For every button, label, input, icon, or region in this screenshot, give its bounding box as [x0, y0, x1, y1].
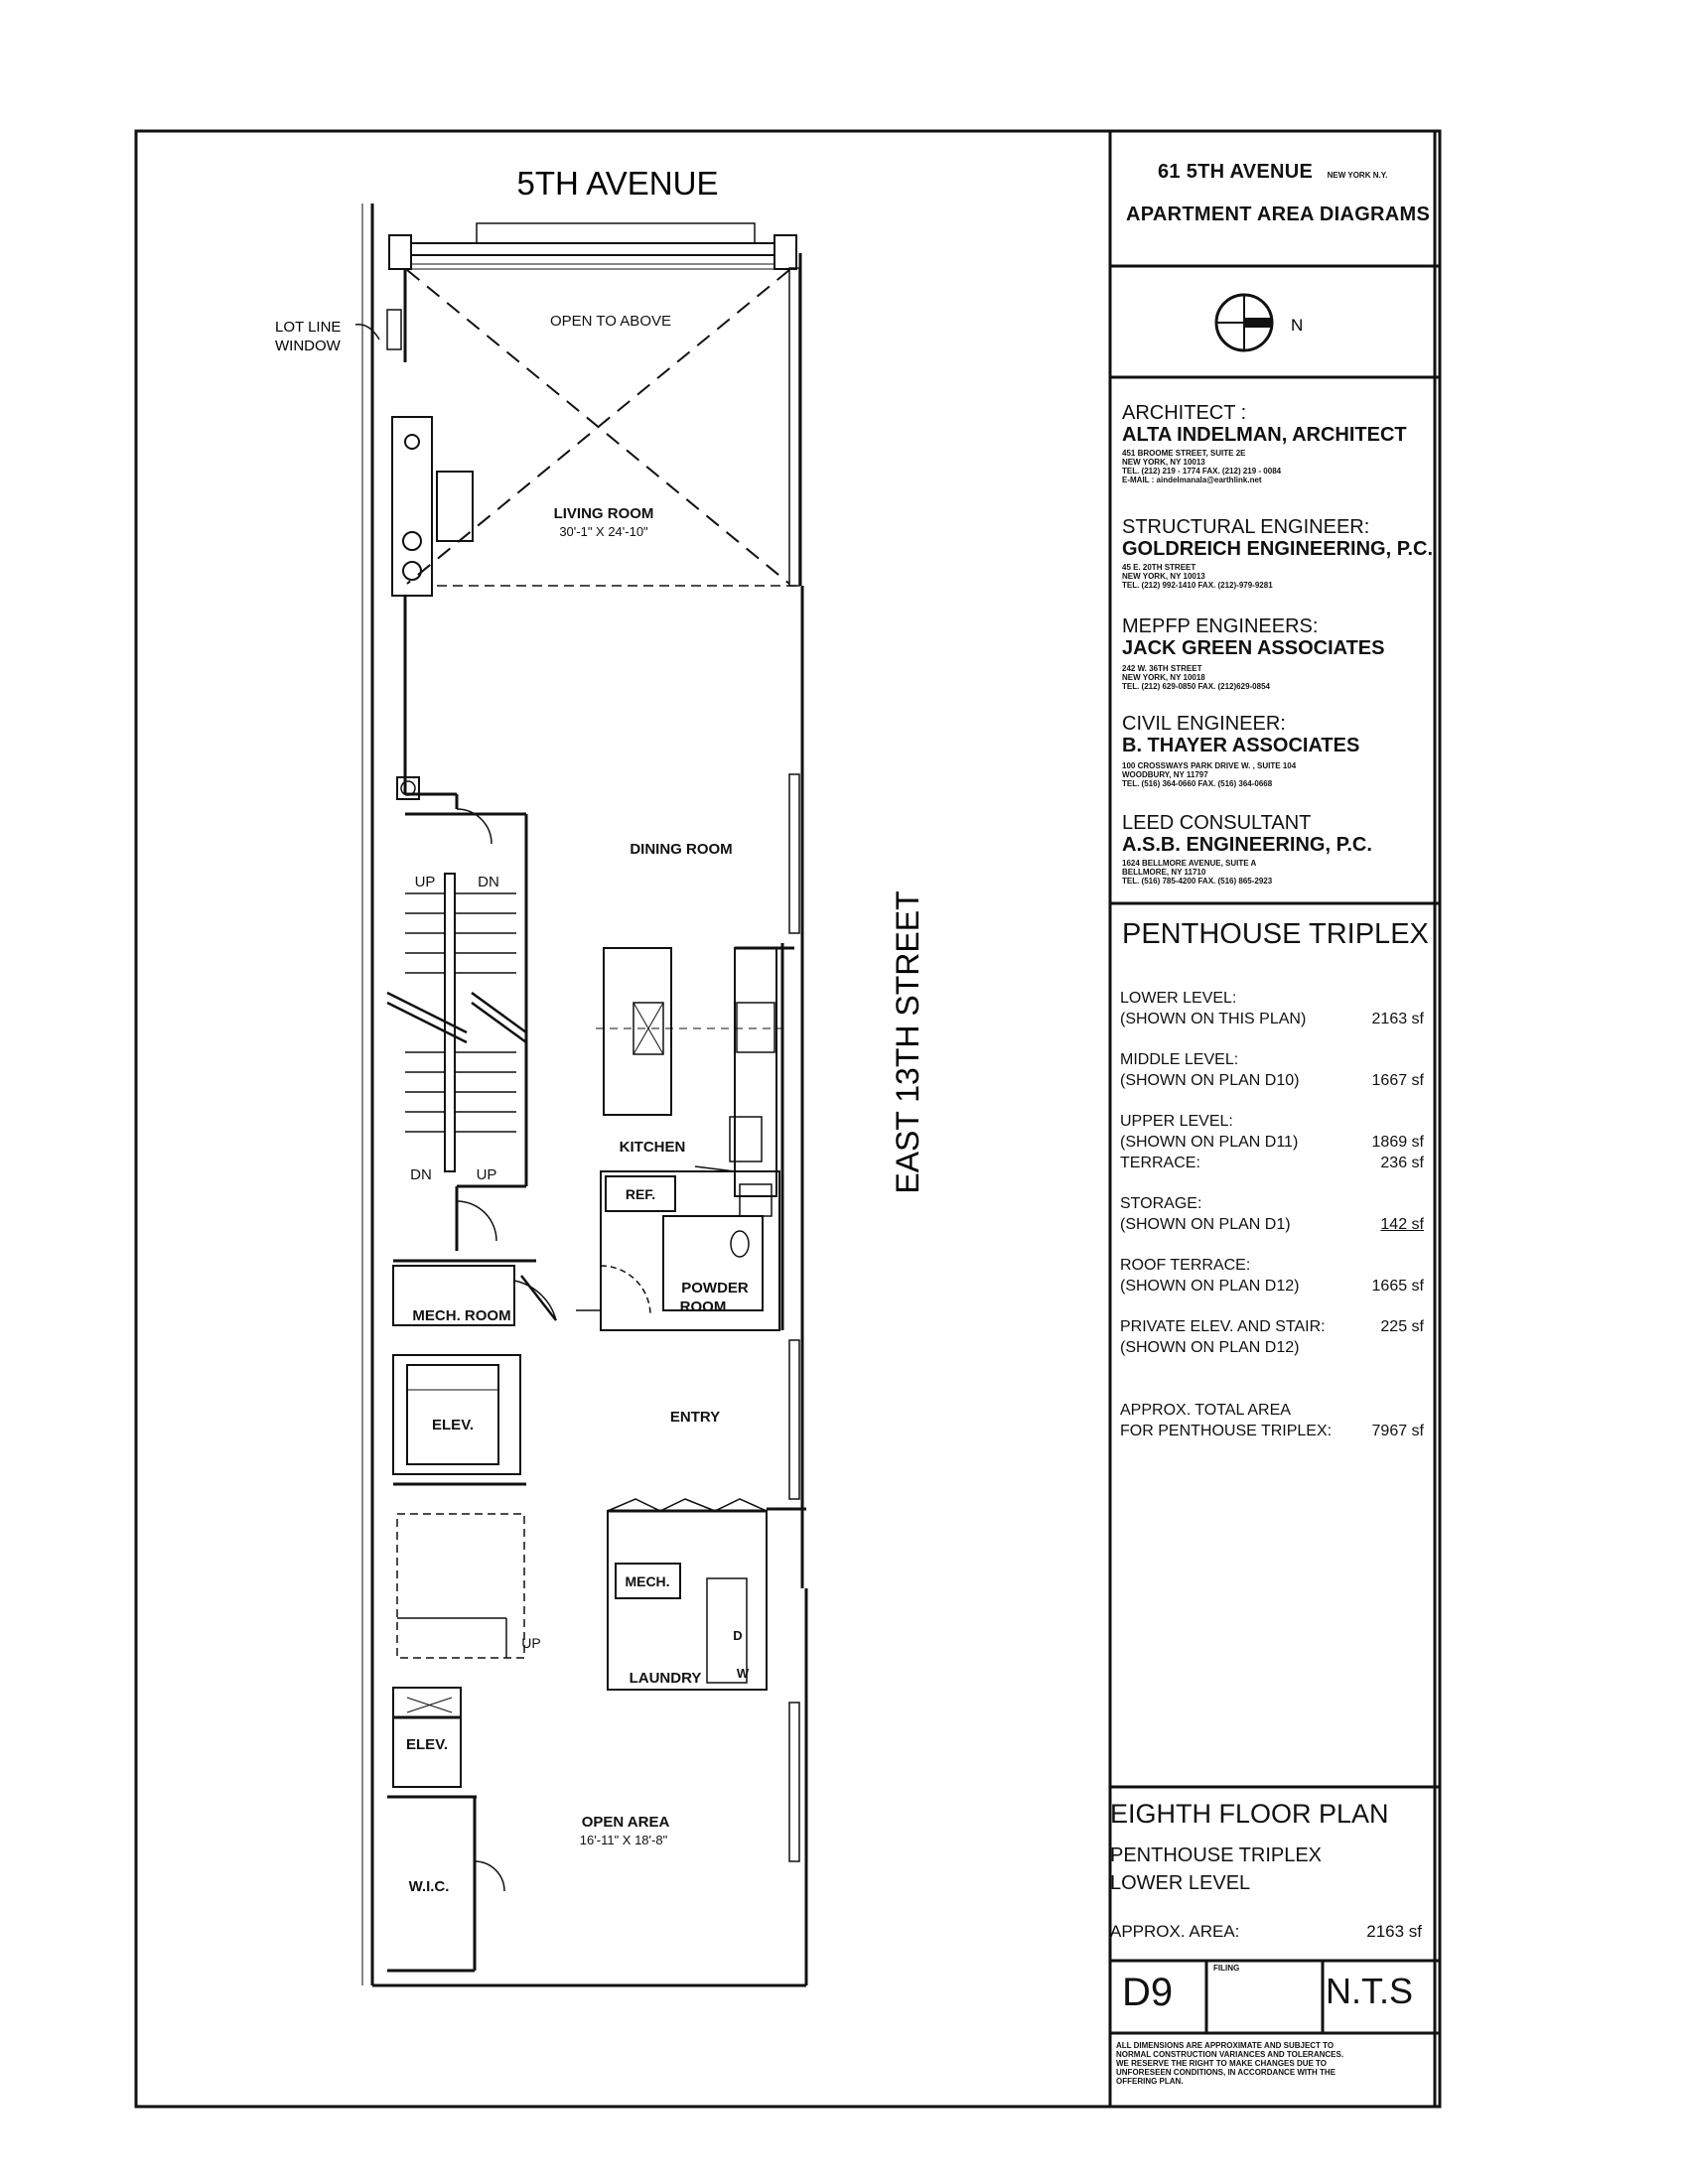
scale-label: N.T.S [1326, 1971, 1414, 2011]
consultant-line: TEL. (212) 629-0850 FAX. (212)629-0854 [1122, 682, 1270, 691]
living-room-dim: 30'-1" X 24'-10" [559, 524, 648, 539]
consultant-line: NEW YORK, NY 10013 [1122, 572, 1205, 581]
north-arrow-icon [1216, 295, 1272, 350]
floor-sub-1: PENTHOUSE TRIPLEX [1110, 1844, 1323, 1866]
consultant-line: NEW YORK, NY 10018 [1122, 673, 1205, 682]
washer-label: W [736, 1666, 750, 1681]
consultant-firm: B. THAYER ASSOCIATES [1122, 735, 1360, 756]
mech-label: MECH. [625, 1573, 670, 1589]
consultant-firm: A.S.B. ENGINEERING, P.C. [1122, 834, 1372, 856]
consultant-role: STRUCTURAL ENGINEER: [1122, 516, 1370, 538]
consultant-line: NEW YORK, NY 10013 [1122, 458, 1205, 467]
consultant-line: TEL. (516) 364-0660 FAX. (516) 364-0668 [1122, 779, 1273, 788]
street-label-side: EAST 13TH STREET [890, 890, 925, 1194]
approx-area-value: 2163 sf [1366, 1922, 1422, 1941]
stair-up-top: UP [414, 874, 436, 890]
area-schedule: PENTHOUSE TRIPLEX LOWER LEVEL: (SHOWN ON THIS PLAN) 2163 sf MIDDLE LEVEL: (SHOWN ON PLAN D10) 1667 sf UPPER LEVEL: (SHOWN ON PLAN D11) TERRACE: 1869 sf 236 sf STORAGE: (SHOWN ON PLAN D1) 142 sf ROOF TERRACE: (SHOWN ON PLAN D12) 1665 sf PRIVATE ELEV. AND STAIR: (SHOWN ON PLAN D12) 225 sf APPROX. TOTAL AREA FOR PENTHOUSE TRIPLEX: 7967 sf [1120, 918, 1429, 1439]
consultant-line: TEL. (212) 992-1410 FAX. (212)-979-9281 [1122, 581, 1273, 590]
consultant-line: 451 BROOME STREET, SUITE 2E [1122, 449, 1246, 458]
consultant-role: MEPFP ENGINEERS: [1122, 615, 1319, 637]
consultant-architect [1110, 402, 1436, 484]
consultant-line: BELLMORE, NY 11710 [1122, 868, 1206, 877]
filing-label: FILING [1213, 1964, 1240, 1973]
open-area-dim: 16'-11" X 18'-8" [579, 1833, 668, 1847]
floor-plan-title [1110, 1799, 1436, 1958]
consultant-structural [1110, 516, 1436, 590]
open-area-label: OPEN AREA [581, 1814, 670, 1831]
street-label-top: 5TH AVENUE [516, 165, 719, 202]
unit-name: PENTHOUSE TRIPLEX [1122, 918, 1429, 950]
open-to-above-label: OPEN TO ABOVE [550, 313, 671, 330]
plan-walls [362, 204, 806, 1985]
project-city: NEW YORK N.Y. [1327, 171, 1388, 180]
consultant-line: E-MAIL : aindelmanala@earthlink.net [1122, 476, 1262, 484]
north-label: N [1291, 316, 1304, 335]
floor-plan-name: EIGHTH FLOOR PLAN [1110, 1799, 1389, 1829]
consultant-line: 100 CROSSWAYS PARK DRIVE W. , SUITE 104 [1122, 761, 1297, 770]
consultant-leed [1110, 812, 1436, 886]
sheet-number: D9 [1122, 1971, 1174, 2014]
stair-treads [387, 893, 526, 1132]
stair-up-bottom: UP [476, 1166, 497, 1183]
consultant-role: CIVIL ENGINEER: [1122, 713, 1286, 735]
consultant-firm: GOLDREICH ENGINEERING, P.C. [1122, 538, 1434, 560]
project-header [1110, 159, 1436, 258]
dryer-label: D [733, 1628, 743, 1643]
consultant-line: WOODBURY, NY 11797 [1122, 770, 1208, 779]
consultant-role: LEED CONSULTANT [1122, 812, 1312, 834]
laundry-label: LAUNDRY [629, 1670, 702, 1687]
lot-line-label: LOT LINE [275, 319, 342, 336]
approx-area-label: APPROX. AREA: [1110, 1922, 1240, 1941]
consultant-firm: JACK GREEN ASSOCIATES [1122, 637, 1385, 659]
disclaimer: ALL DIMENSIONS ARE APPROXIMATE AND SUBJECT TO NORMAL CONSTRUCTION VARIANCES AND TOLERANCES. WE RESERVE THE RIGHT TO MAKE CHANGES DUE TO UNFORESEEN CONDITIONS, IN ACCORDANCE WITH THE OFFERING PLAN. [1116, 2041, 1344, 2086]
wic-label: W.I.C. [408, 1878, 450, 1895]
ref-label: REF. [625, 1186, 656, 1202]
entry-label: ENTRY [669, 1409, 721, 1426]
consultant-line: 242 W. 36TH STREET [1122, 664, 1202, 673]
kitchen-label: KITCHEN [619, 1139, 686, 1156]
consultant-firm: ALTA INDELMAN, ARCHITECT [1122, 424, 1407, 446]
powder-room-label-2: ROOM [679, 1298, 727, 1315]
window-label: WINDOW [275, 338, 341, 354]
consultant-role: ARCHITECT : [1122, 402, 1247, 424]
project-address: 61 5TH AVENUE [1158, 161, 1314, 183]
consultant-line: TEL. (212) 219 - 1774 FAX. (212) 219 - 0084 [1122, 467, 1282, 476]
consultant-civil [1110, 713, 1436, 788]
consultant-line: TEL. (516) 785-4200 FAX. (516) 865-2923 [1122, 877, 1273, 886]
mech-room-label: MECH. ROOM [412, 1307, 511, 1324]
consultant-line: 45 E. 20TH STREET [1122, 563, 1196, 572]
elev-private-label: ELEV. [406, 1736, 448, 1753]
floor-sub-2: LOWER LEVEL [1110, 1872, 1251, 1894]
living-room-label: LIVING ROOM [553, 505, 654, 522]
elev-main-label: ELEV. [432, 1417, 474, 1433]
dining-room-label: DINING ROOM [630, 841, 733, 858]
powder-room-label-1: POWDER [681, 1280, 749, 1297]
sheet-subtitle: APARTMENT AREA DIAGRAMS [1126, 204, 1431, 225]
stair-dn-bottom: DN [410, 1166, 432, 1183]
consultant-line: 1624 BELLMORE AVENUE, SUITE A [1122, 859, 1257, 868]
stair-dn-top: DN [478, 874, 499, 890]
up-label-lower-stair: UP [521, 1635, 541, 1651]
consultant-mepfp [1110, 615, 1436, 691]
